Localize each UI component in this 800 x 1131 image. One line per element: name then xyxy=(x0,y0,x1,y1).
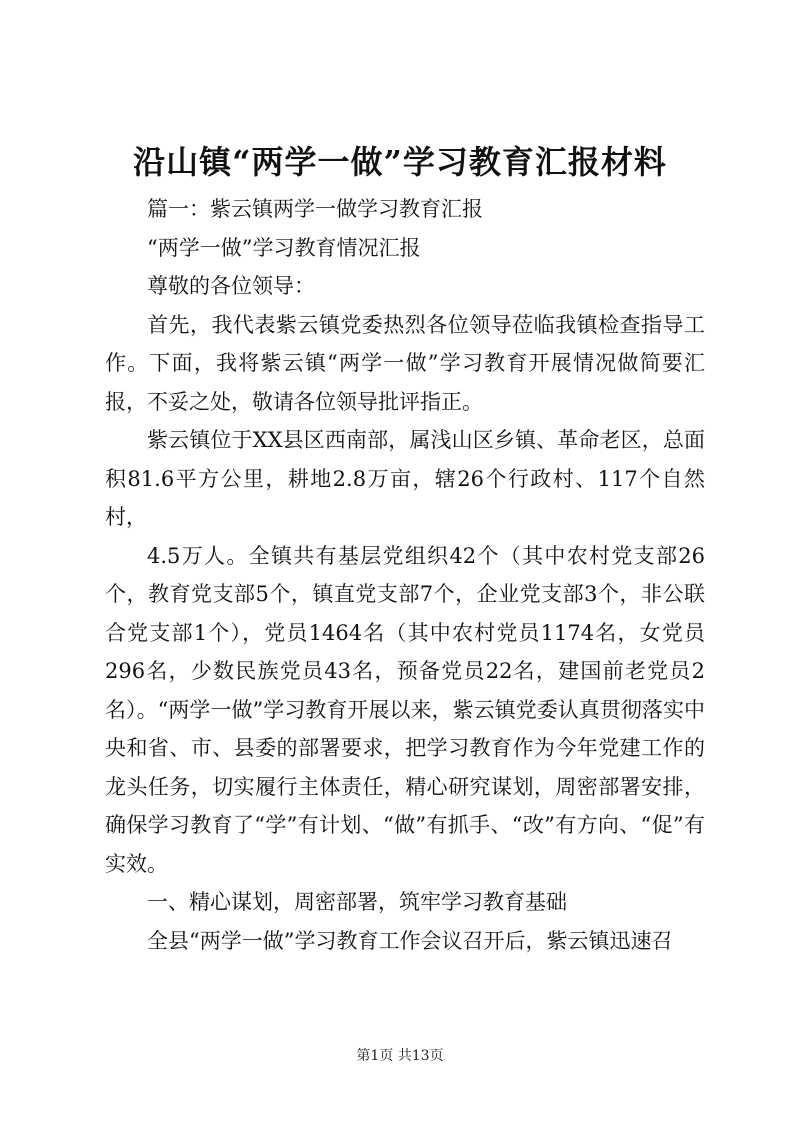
salutation: 尊敬的各位领导： xyxy=(147,274,315,298)
paragraph-party-statistics: 4.5万人。全镇共有基层党组织42个（其中农村党支部26个，教育党支部5个，镇直党支部7个，企业党支部3个，非公联合党支部1个），党员1464名（其中农村党员1174名，女党员296名，少数民族党员43名，预备党员22名，建国前老党员2名）。“两学一做”学习教育开展以来，紫云镇党委认真贯彻落实中央和省、市、县委的部署要求，把学习教育作为今年党建工作的龙头任务，切实履行主体责任，精心研究谋划，周密部署安排，确保学习教育了“学”有计划、“做”有抓手、“改”有方向、“促”有实效。 xyxy=(105,543,705,876)
subsection-heading: 一、精心谋划，周密部署，筑牢学习教育基础 xyxy=(147,890,567,914)
paragraph-opening: 首先，我代表紫云镇党委热烈各位领导莅临我镇检查指导工作。下面，我将紫云镇“两学一做”学习教育开展情况做简要汇报，不妥之处，敬请各位领导批评指正。 xyxy=(105,312,705,414)
document-title: 沿山镇“两学一做”学习教育汇报材料 xyxy=(133,143,667,181)
page-footer: 第1页 共13页 xyxy=(356,1048,444,1064)
section-heading: 篇一：紫云镇两学一做学习教育汇报 xyxy=(147,197,483,221)
paragraph-town-overview: 紫云镇位于XX县区西南部，属浅山区乡镇、革命老区，总面积81.6平方公里，耕地2.8万亩，辖26个行政村、117个自然村， xyxy=(105,428,705,529)
report-subtitle: “两学一做”学习教育情况汇报 xyxy=(147,235,421,260)
paragraph-continued: 全县“两学一做”学习教育工作会议召开后，紫云镇迅速召 xyxy=(147,928,673,953)
document-body xyxy=(105,190,705,960)
